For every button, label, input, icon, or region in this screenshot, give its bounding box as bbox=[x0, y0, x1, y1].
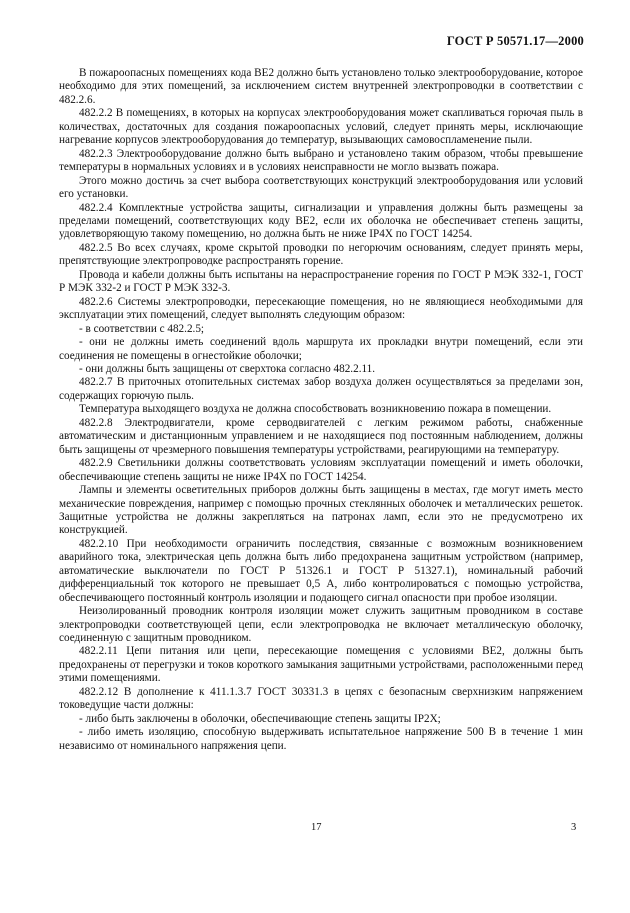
paragraph: В пожароопасных помещениях кода ВЕ2 должно быть установлено только электрооборудование, которое необходимо для этих помещений, за исключением систем внутренней электропроводки в соответствии с 482.2.6. bbox=[59, 67, 583, 106]
list-item: - либо быть заключены в оболочки, обеспечивающие степень защиты IP2X; bbox=[79, 712, 441, 725]
list-item: - они не должны иметь соединений вдоль маршрута их прокладки внутри помещений, если эти соединения не помещены в огнестойкие оболочки; bbox=[59, 336, 583, 362]
paragraph: 482.2.7 В приточных отопительных системах забор воздуха должен осуществляться за пределами зон, содержащих горючую пыль. bbox=[59, 376, 583, 402]
document-code-header: ГОСТ Р 50571.17—2000 bbox=[446, 34, 584, 48]
list-item: - они должны быть защищены от сверхтока согласно 482.2.11. bbox=[79, 362, 376, 375]
paragraph: Неизолированный проводник контроля изоляции может служить защитным проводником в составе электропроводки соответствующей цепи, если электропроводка не включает металлическую оболочку, соединенную с защитным проводником. bbox=[59, 605, 583, 645]
paragraph: Температура выходящего воздуха не должна способствовать возникновению пожара в помещении. bbox=[79, 403, 552, 416]
paragraph: 482.2.2 В помещениях, в которых на корпусах электрооборудования может скапливаться горючая пыль в количествах, достаточных для создания пожароопасных условий, следует принять меры, исключающие нагревание корпусов электрооборудования до температур, вызывающих самовоспламенение пыли. bbox=[59, 107, 583, 147]
paragraph: Лампы и элементы осветительных приборов должны быть защищены в местах, где могут иметь место механические повреждения, например с помощью прочных стеклянных оболочек и металлических решеток. Защитные устройства не должны закрепляться на патронах ламп, если это не предусмотрено их конструкцией. bbox=[59, 484, 583, 537]
paragraph: 482.2.6 Системы электропроводки, пересекающие помещения, но не являющиеся необходимыми для эксплуатации этих помещений, следует выполнять следующим образом: bbox=[59, 295, 583, 322]
paragraph: Провода и кабели должны быть испытаны на нераспространение горения по ГОСТ Р МЭК 332-1, ГОСТ Р МЭК 332-2 и ГОСТ Р МЭК 332-3. bbox=[59, 268, 583, 295]
document-body bbox=[59, 67, 583, 753]
paragraph: 482.2.8 Электродвигатели, кроме серводвигателей с легким режимом работы, снабженные автоматическим и дистанционным управлением и не находящиеся под постоянным наблюдением, должны быть защищены от чрезмерного повышения температуры устройствами, реагирующими на температуру. bbox=[59, 416, 583, 456]
paragraph: 482.2.3 Электрооборудование должно быть выбрано и установлено таким образом, чтобы превышение температуры в нормальных условиях и в условиях неисправности не могло вызвать пожара. bbox=[59, 147, 583, 174]
paragraph: 482.2.9 Светильники должны соответствовать условиям эксплуатации помещений и иметь оболочки, обеспечивающие степень защиты не ниже IP4X по ГОСТ 14254. bbox=[59, 457, 583, 483]
paragraph: 482.2.12 В дополнение к 411.1.3.7 ГОСТ 30331.3 в цепях с безопасным сверхнизким напряжением токоведущие части должны: bbox=[59, 685, 583, 712]
list-item: - в соответствии с 482.2.5; bbox=[79, 322, 205, 335]
paragraph: 482.2.5 Во всех случаях, кроме скрытой проводки по негорючим основаниям, следует принять меры, препятствующие электропроводке распространять горение. bbox=[59, 241, 583, 268]
paragraph: 482.2.4 Комплектные устройства защиты, сигнализации и управления должны быть размещены за пределами помещений, соответствующих коду ВЕ2, если их оболочка не обеспечивает степень защиты, удовлетворяющую такому помещению, но должна быть не ниже IP4X по ГОСТ 14254. bbox=[59, 201, 583, 241]
paragraph: 482.2.10 При необходимости ограничить последствия, связанные с возможным возникновением аварийного тока, электрическая цепь должна быть либо предохранена защитным устройством (например, автоматические выключатели по ГОСТ Р 51326.1 и ГОСТ Р 51327.1), номинальный рабочий дифференциальный ток которого не превышает 0,5 А, либо контролироваться с помощью устройства, обеспечивающего постоянный контроль изоляции и подающего сигнал опасности при пробое изоляции. bbox=[59, 537, 583, 604]
list-item: - либо иметь изоляцию, способную выдерживать испытательное напряжение 500 В в течение 1 мин независимо от номинального напряжения цепи. bbox=[59, 726, 583, 752]
paragraph: Этого можно достичь за счет выбора соответствующих конструкций электрооборудования или условий его установки. bbox=[59, 174, 583, 201]
page-number: 17 bbox=[311, 822, 322, 833]
sheet-number: 3 bbox=[571, 822, 577, 833]
paragraph: 482.2.11 Цепи питания или цепи, пересекающие помещения с условиями ВЕ2, должны быть предохранены от перегрузки и токов короткого замыкания защитными устройствами, расположенными перед этими помещениями. bbox=[59, 645, 583, 685]
